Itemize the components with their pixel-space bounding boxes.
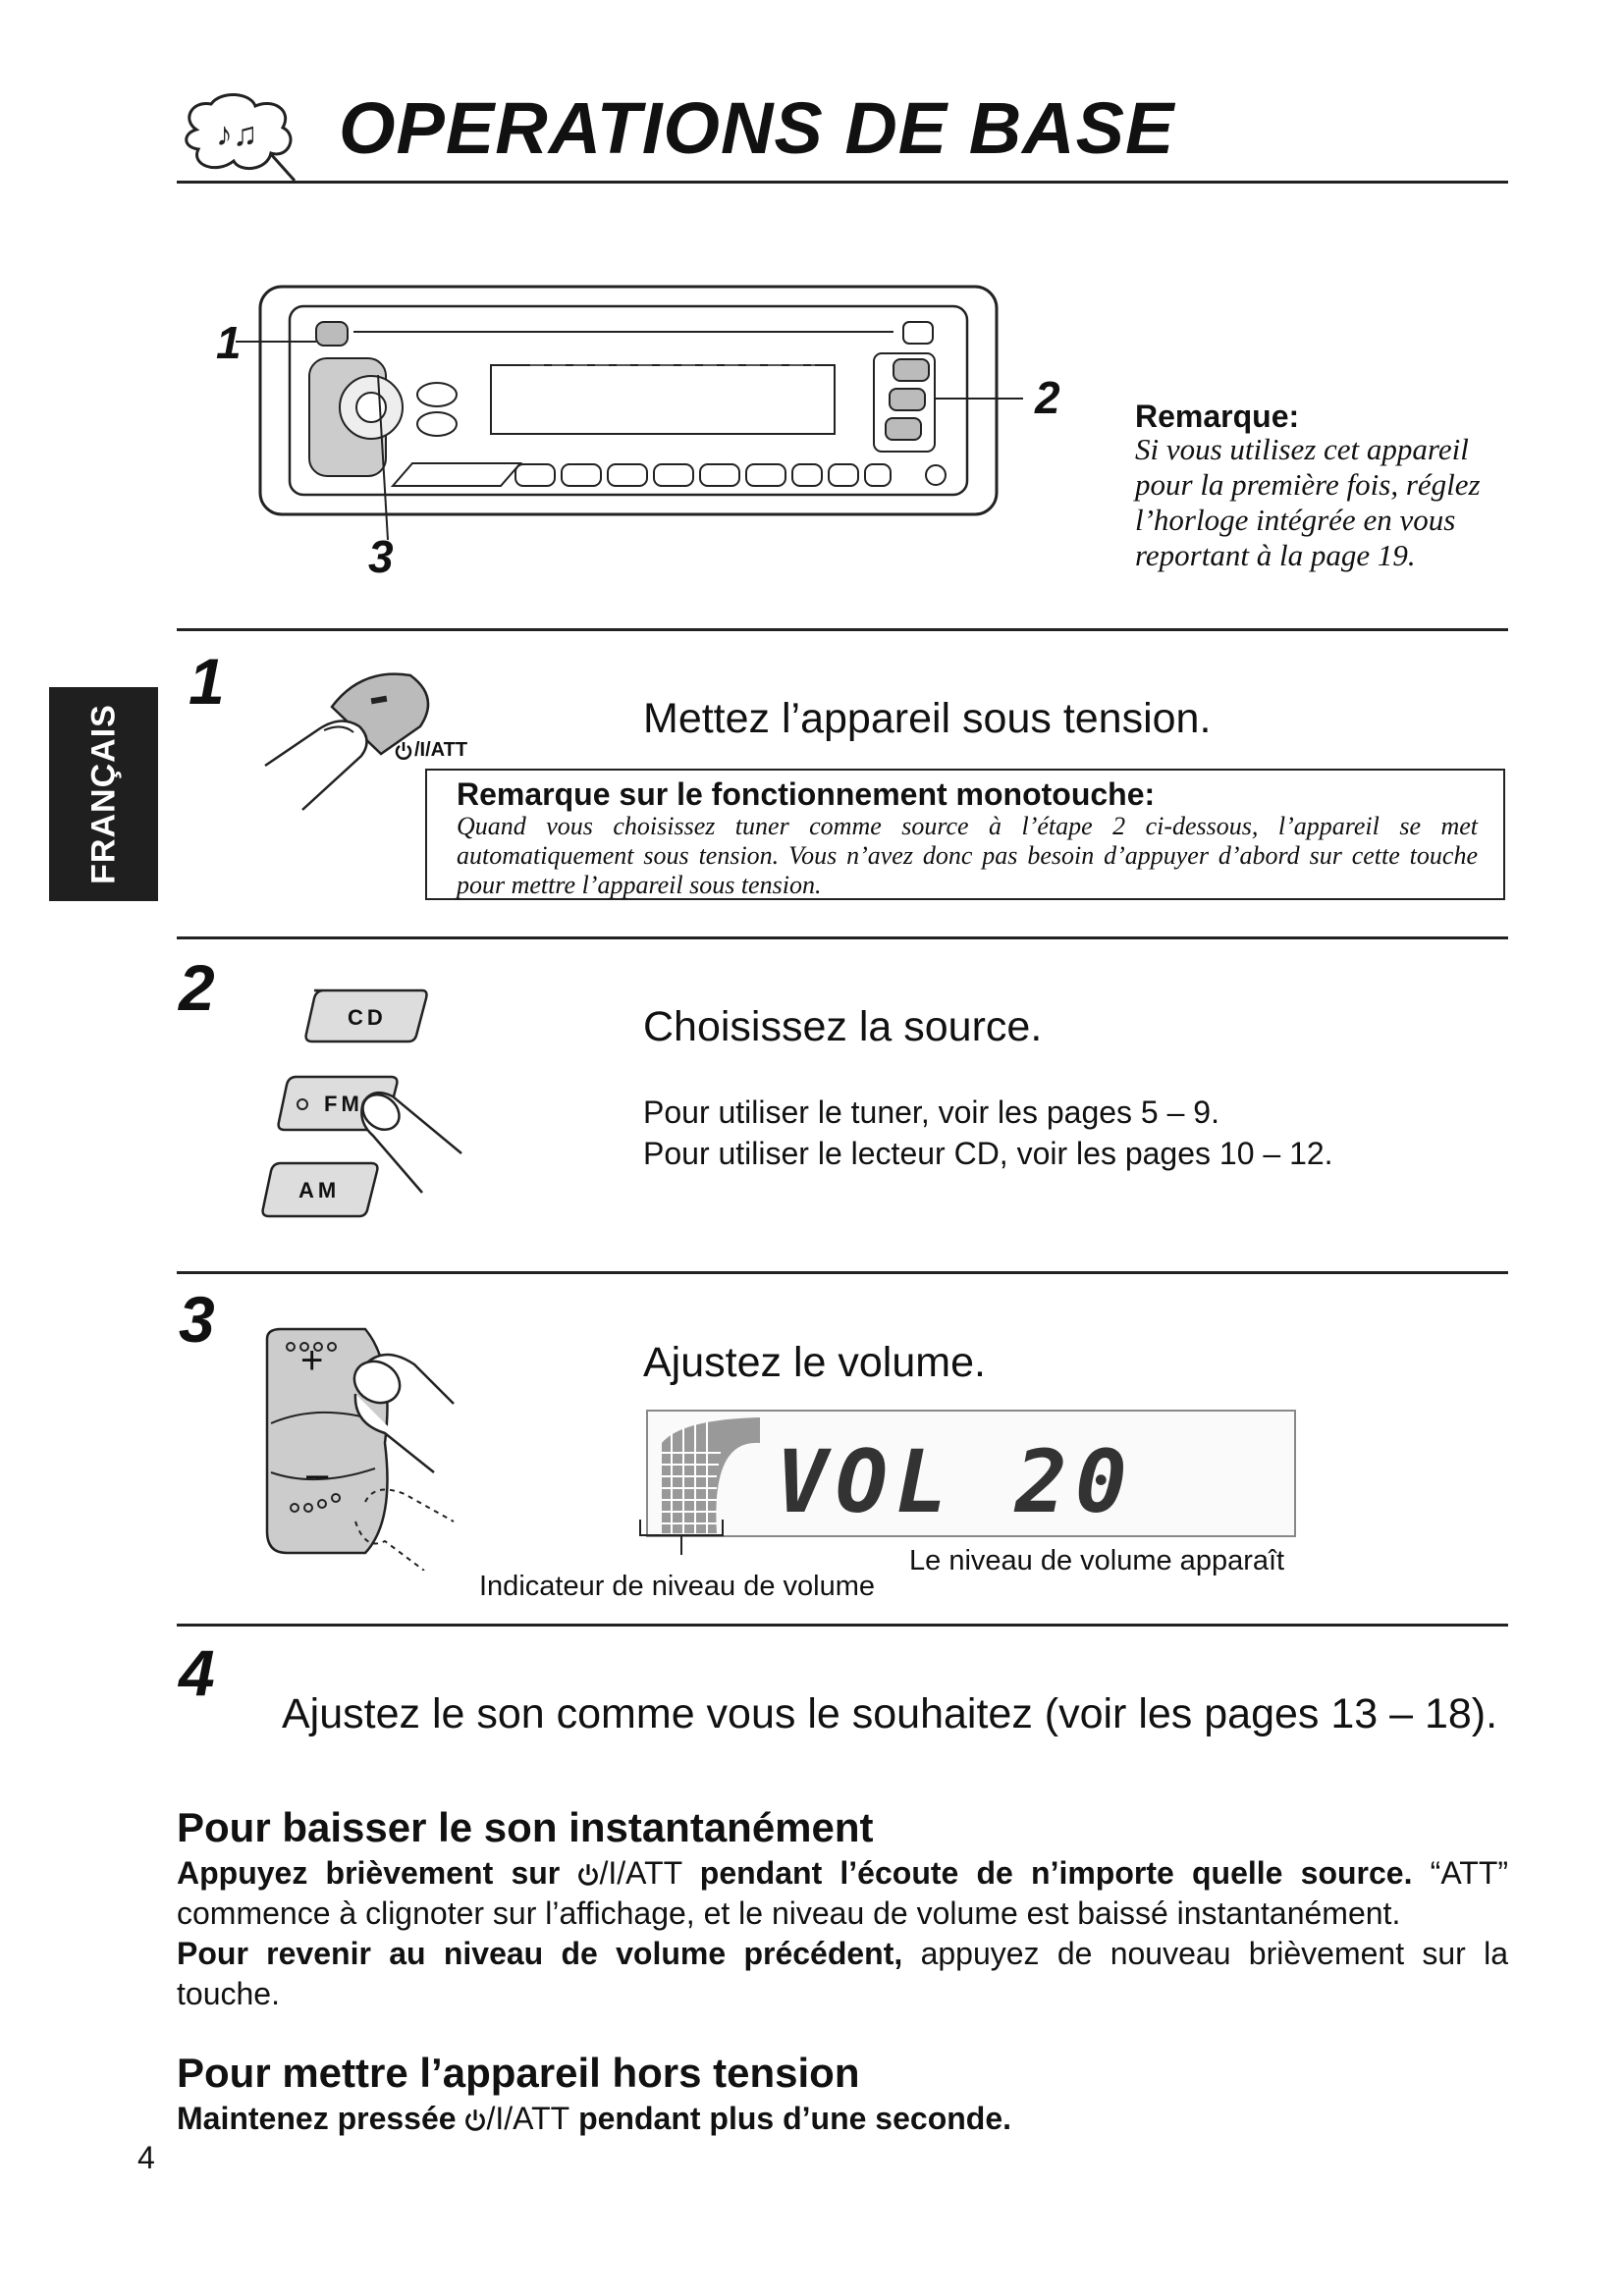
am-button: AM xyxy=(298,1178,341,1202)
one-touch-remark-box xyxy=(425,769,1505,900)
remark-title: Remarque: xyxy=(1135,399,1300,434)
volume-level-indicator xyxy=(652,1414,760,1533)
callout-1: 1 xyxy=(216,317,242,368)
volume-knob-illustration xyxy=(257,1325,463,1571)
section-off-paragraph xyxy=(177,2099,1508,2139)
one-touch-remark-body: Quand vous choisissez tuner comme source à l’étape 2 ci-dessous, l’appareil se met automatiquement sous tension. Vous n’avez donc pas besoin d’appuyer d’abord sur cette touche pour mettre l’appareil sous tension. xyxy=(457,812,1478,899)
att-rest: “ATT” commence à clignoter sur l’affichage, et le niveau de volume est baissé instantanément. xyxy=(177,1855,1509,1931)
att-return-rest: appuyez de nouveau brièvement sur la touche. xyxy=(177,1936,1509,2011)
step-2-number: 2 xyxy=(179,951,215,1024)
step-4-rule xyxy=(177,1624,1508,1627)
power-icon xyxy=(395,741,412,761)
power-att-button-label: /I/ATT xyxy=(414,739,468,761)
step-2-rule xyxy=(177,936,1508,939)
step-2-line-tuner: Pour utiliser le tuner, voir les pages 5 – 9. xyxy=(643,1095,1219,1130)
language-tab-label: FRANÇAIS xyxy=(84,704,122,884)
att-bold-a: Appuyez brièvement sur xyxy=(177,1855,561,1891)
music-notes-cloud-icon xyxy=(177,90,304,185)
step-1-heading: Mettez l’appareil sous tension. xyxy=(643,695,1212,742)
language-tab xyxy=(49,687,158,901)
off-button-label: /I/ATT xyxy=(486,2101,570,2136)
remark-body xyxy=(1135,432,1518,573)
power-icon xyxy=(577,1863,599,1887)
section-att-paragraph xyxy=(177,1853,1508,2014)
callout-2: 2 xyxy=(1035,372,1060,423)
remark-line: Si vous utilisez cet appareil xyxy=(1135,432,1469,466)
callout-3: 3 xyxy=(368,531,394,582)
step-2-line-cd: Pour utiliser le lecteur CD, voir les pages 10 – 12. xyxy=(643,1136,1333,1171)
volume-minus-sign: – xyxy=(306,1453,329,1496)
step-3-heading: Ajustez le volume. xyxy=(643,1339,986,1386)
title-rule xyxy=(177,181,1508,184)
step-3-rule xyxy=(177,1271,1508,1274)
cd-button: CD xyxy=(348,1005,387,1030)
caption-volume-indicator: Indicateur de niveau de volume xyxy=(479,1571,876,1602)
volume-plus-sign: + xyxy=(300,1339,324,1382)
att-button-label: /I/ATT xyxy=(599,1855,682,1891)
page-title: OPERATIONS DE BASE xyxy=(339,87,1175,169)
page-number: 4 xyxy=(137,2140,155,2175)
off-bold-b: pendant plus d’une seconde. xyxy=(578,2101,1012,2136)
car-stereo-diagram xyxy=(206,275,1031,589)
section-off-title: Pour mettre l’appareil hors tension xyxy=(177,2050,860,2096)
one-touch-remark-title: Remarque sur le fonctionnement monotouche: xyxy=(457,776,1156,812)
remark-line: reportant à la page 19. xyxy=(1135,538,1416,572)
remark-line: l’horloge intégrée en vous xyxy=(1135,503,1456,537)
step-4-number: 4 xyxy=(179,1636,215,1709)
off-bold-a: Maintenez pressée xyxy=(177,2101,457,2136)
svg-text:♪♫: ♪♫ xyxy=(216,116,258,153)
caption-volume-level: Le niveau de volume apparaît xyxy=(909,1545,1285,1576)
step-2-heading: Choisissez la source. xyxy=(643,1003,1043,1050)
power-icon xyxy=(464,2109,486,2132)
step-4-heading: Ajustez le son comme vous le souhaitez (voir les pages 13 – 18). xyxy=(282,1690,1498,1737)
fm-button: FM xyxy=(324,1092,363,1116)
step-1-rule xyxy=(177,628,1508,631)
att-bold-b: pendant l’écoute de n’importe quelle source. xyxy=(699,1855,1413,1891)
step-1-number: 1 xyxy=(189,645,225,718)
step-3-number: 3 xyxy=(179,1283,215,1356)
indicator-bracket xyxy=(638,1518,727,1557)
att-return-bold: Pour revenir au niveau de volume précédent, xyxy=(177,1936,903,1971)
volume-display-text: VOL 20 xyxy=(776,1431,1135,1532)
remark-line: pour la première fois, réglez xyxy=(1135,467,1481,502)
section-att-title: Pour baisser le son instantanément xyxy=(177,1804,874,1850)
